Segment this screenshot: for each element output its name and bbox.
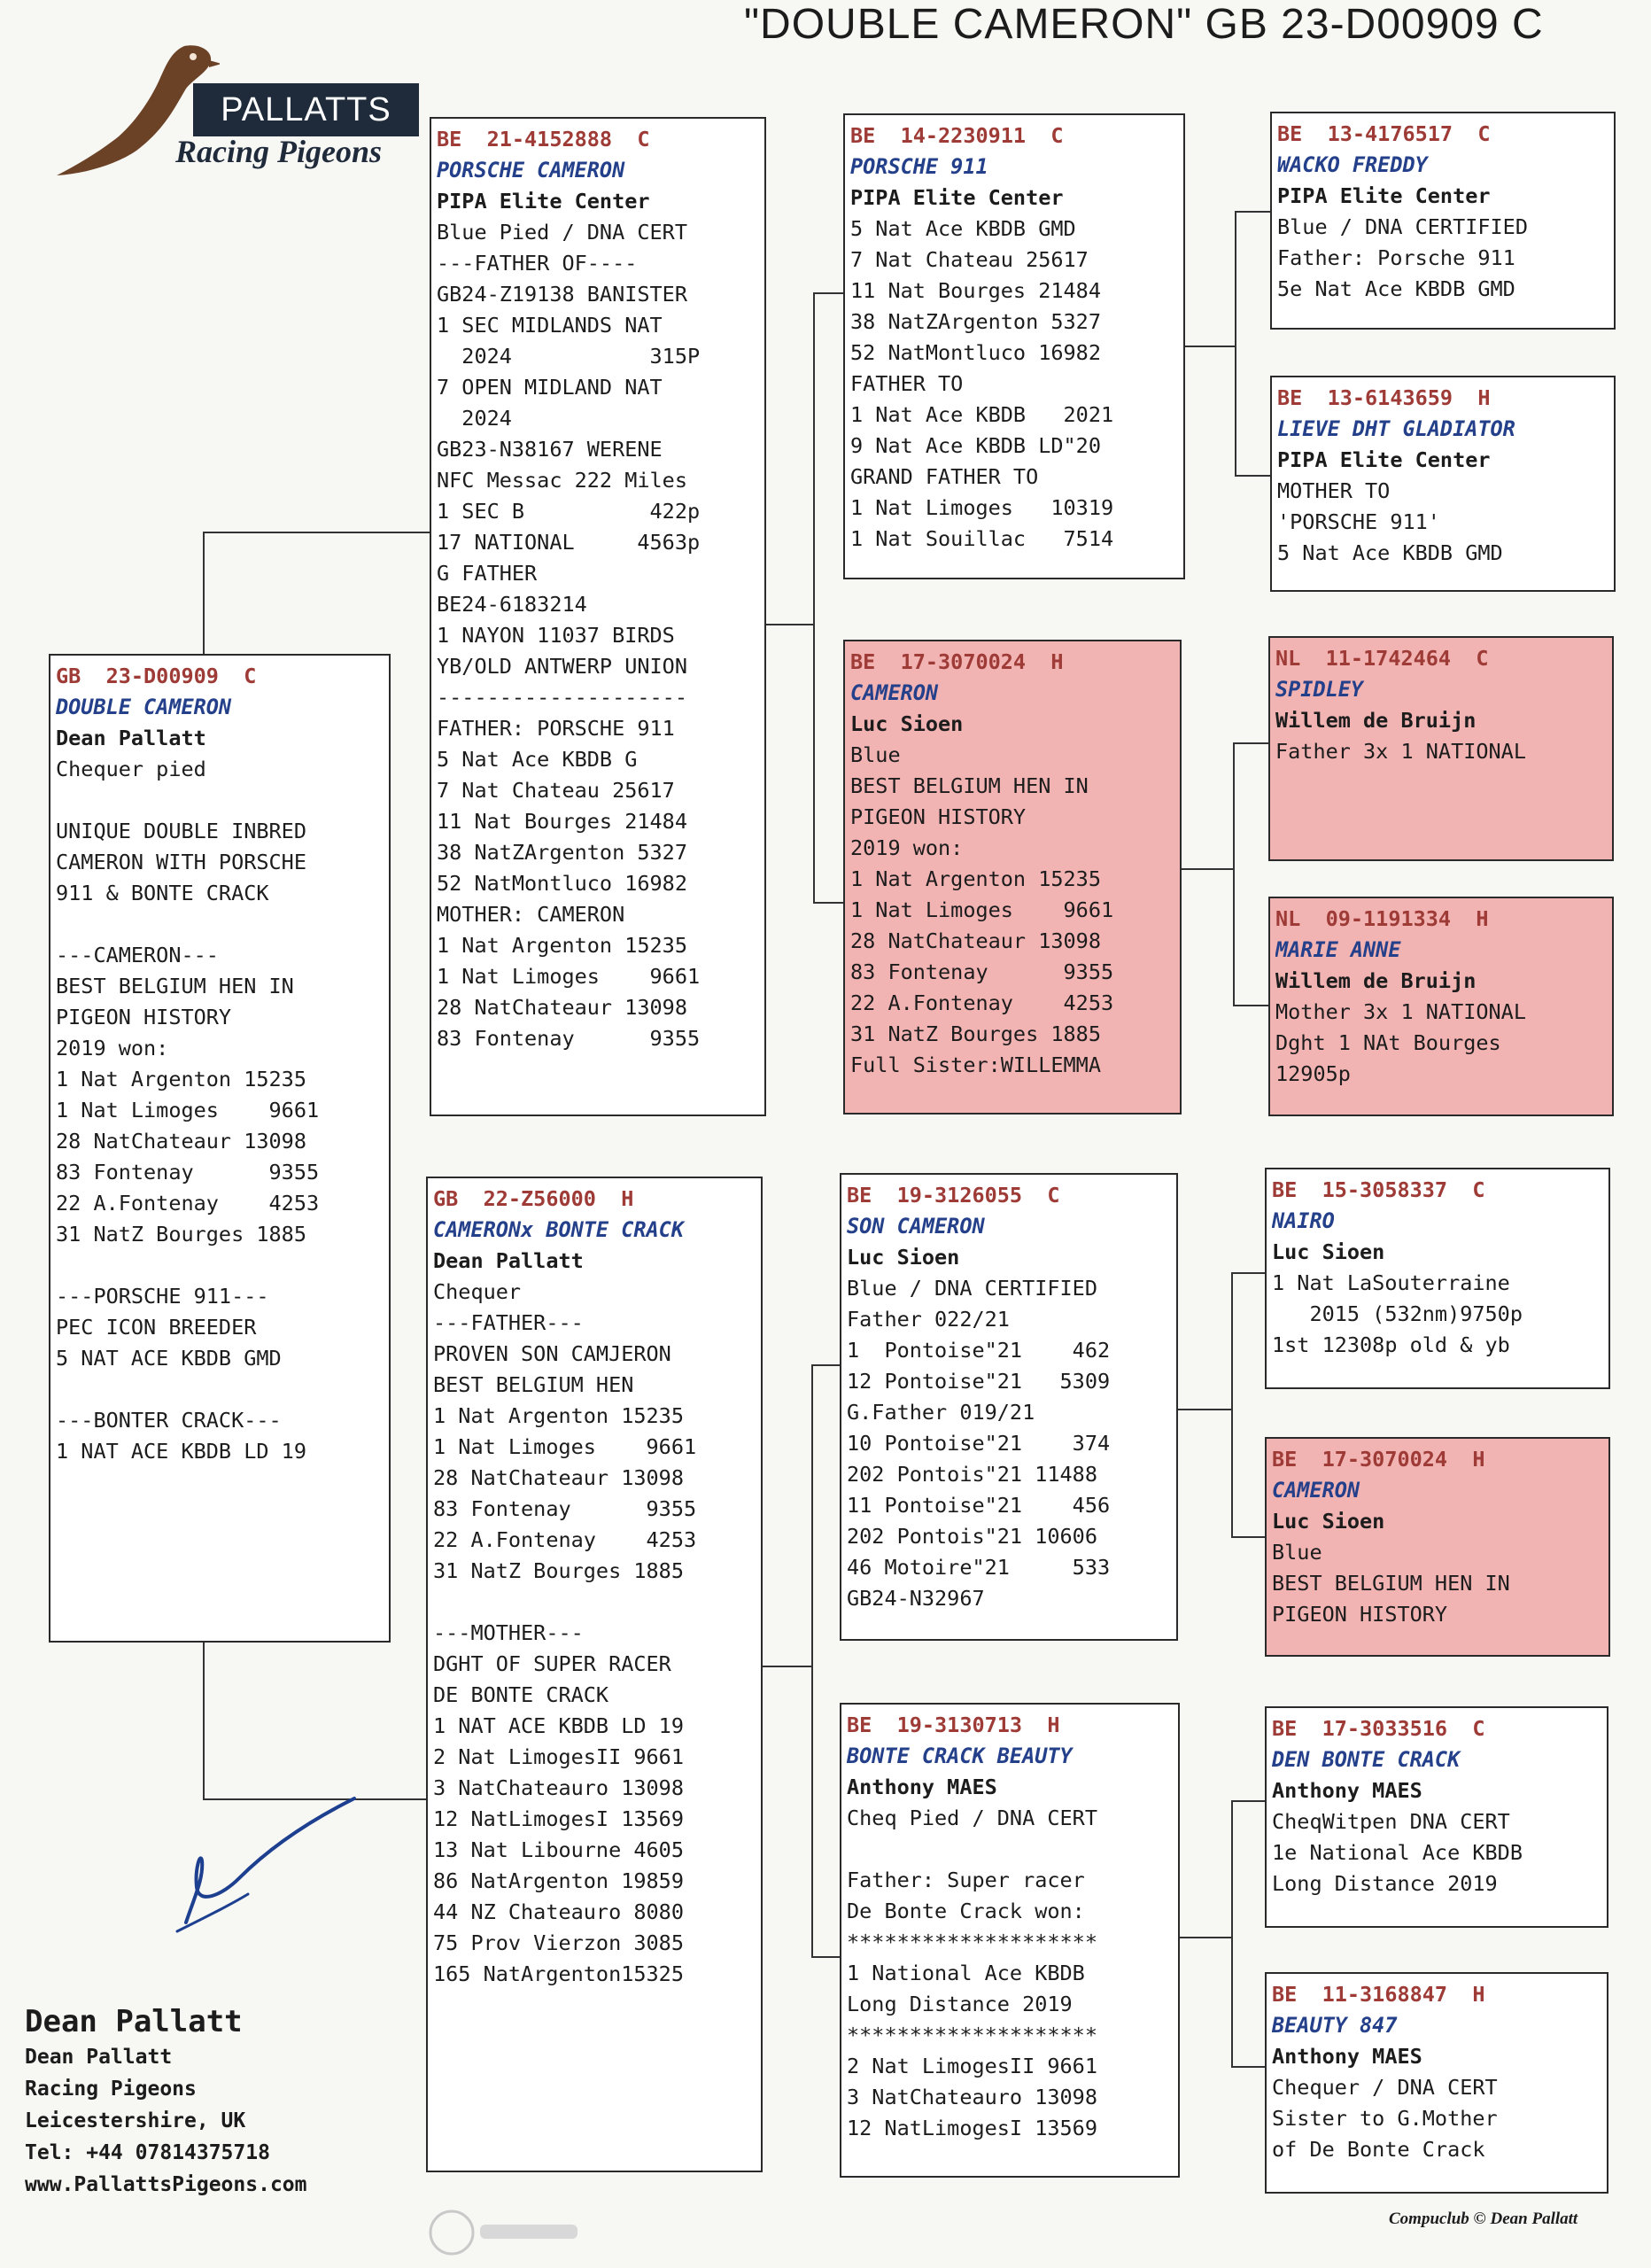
ring-number: BE 21-4152888 C [437, 127, 650, 151]
logo-subtitle: Racing Pigeons [175, 134, 383, 169]
bird-line: 9 Nat Ace KBDB LD"20 [850, 433, 1101, 458]
bird-line: 1 NAYON 11037 BIRDS [437, 623, 675, 648]
bird-line: G.Father 019/21 [847, 1400, 1035, 1425]
bird-line: ---FATHER--- [433, 1310, 584, 1335]
breeder-name: Dean Pallatt [25, 2004, 243, 2039]
bird-line: MOTHER TO [1277, 478, 1391, 503]
bird-line: PIGEON HISTORY [850, 804, 1027, 829]
bird-line: 2019 won: [56, 1036, 169, 1060]
bird-line: 1st 12308p old & yb [1272, 1332, 1510, 1357]
bird-line: PIGEON HISTORY [56, 1005, 232, 1029]
bird-line: 12 Pontoise"21 5309 [847, 1369, 1111, 1394]
bird-line: 1 National Ace KBDB [847, 1961, 1085, 1985]
bird-line: Luc Sioen [1272, 1239, 1385, 1264]
bird-line: Chequer / DNA CERT [1272, 2075, 1498, 2100]
bird-line: of De Bonte Crack [1272, 2137, 1485, 2162]
bird-line: 1 Nat Argenton 15235 [437, 933, 687, 958]
ring-number: BE 19-3126055 C [847, 1183, 1060, 1208]
bird-line: 12 NatLimogesI 13569 [433, 1806, 684, 1831]
bird-line: Blue / DNA CERTIFIED [1277, 214, 1528, 239]
sire-sire-box [843, 113, 1185, 579]
bird-line: Cheq Pied / DNA CERT [847, 1806, 1097, 1830]
logo-brand-text: PALLATTS [193, 83, 419, 136]
pallatts-logo [51, 34, 391, 184]
bird-name: DEN BONTE CRACK [1272, 1747, 1461, 1772]
bird-line: BEST BELGIUM HEN [433, 1372, 634, 1397]
ring-number: BE 15-3058337 C [1272, 1177, 1485, 1202]
sss-box [1270, 112, 1616, 330]
bird-line: 5 Nat Ace KBDB GMD [1277, 540, 1503, 565]
bird-line: Anthony MAES [1272, 2044, 1422, 2069]
bird-line: Father 022/21 [847, 1307, 1010, 1332]
bird-line: 202 Pontois"21 11488 [847, 1462, 1097, 1487]
bird-line: MOTHER: CAMERON [437, 902, 625, 927]
bird-name: MARIE ANNE [1275, 937, 1401, 962]
bird-line: PIPA Elite Center [1277, 183, 1491, 208]
ssd-box [1270, 376, 1616, 592]
bird-line: 17 NATIONAL 4563p [437, 530, 701, 555]
bird-line: 31 NatZ Bourges 1885 [433, 1558, 684, 1583]
bird-line: Anthony MAES [847, 1775, 997, 1799]
bird-line [56, 909, 389, 940]
subject-bird-box [49, 654, 391, 1643]
bird-line: Anthony MAES [1272, 1778, 1422, 1803]
bird-line: Willem de Bruijn [1275, 708, 1477, 733]
bird-line: Chequer [433, 1279, 522, 1304]
bird-line: Luc Sioen [1272, 1509, 1385, 1534]
bird-line: 1e National Ace KBDB [1272, 1840, 1523, 1865]
bird-line: 1 SEC MIDLANDS NAT [437, 313, 663, 338]
bird-line: Blue / DNA CERTIFIED [847, 1276, 1097, 1301]
bird-line: 12 NatLimogesI 13569 [847, 2116, 1097, 2140]
bird-line: Willem de Bruijn [1275, 968, 1477, 993]
bird-line: PROVEN SON CAMJERON [433, 1341, 671, 1366]
bird-line: 28 NatChateaur 13098 [433, 1465, 684, 1490]
bird-line [56, 1250, 389, 1281]
bird-line [56, 785, 389, 816]
bird-name: CAMERONx BONTE CRACK [433, 1217, 684, 1242]
bird-line: Blue Pied / DNA CERT [437, 220, 687, 245]
bird-line: CAMERON WITH PORSCHE [56, 850, 306, 874]
bird-line: FATHER TO [850, 371, 964, 396]
ring-number: GB 22-Z56000 H [433, 1186, 634, 1211]
bird-line: GB24-Z19138 BANISTER [437, 282, 687, 307]
bird-line: 1 SEC B 422p [437, 499, 701, 524]
bird-line: 10 Pontoise"21 374 [847, 1431, 1111, 1456]
sire-dam-box [843, 640, 1182, 1115]
bird-line: 75 Prov Vierzon 3085 [433, 1930, 684, 1955]
bird-line: 11 Pontoise"21 456 [847, 1493, 1111, 1518]
bird-line: Blue [850, 742, 901, 767]
bird-line: BEST BELGIUM HEN IN [850, 773, 1089, 798]
bird-line: 1 Nat Argenton 15235 [56, 1067, 306, 1091]
bird-line: Long Distance 2019 [847, 1992, 1073, 2016]
bird-line: PEC ICON BREEDER [56, 1315, 257, 1340]
bird-name: BONTE CRACK BEAUTY [847, 1744, 1073, 1768]
bird-line: BEST BELGIUM HEN IN [56, 974, 294, 998]
bird-line: 31 NatZ Bourges 1885 [850, 1021, 1101, 1046]
bird-name: WACKO FREDDY [1277, 152, 1428, 177]
bird-line: 1 Nat LaSouterraine [1272, 1270, 1510, 1295]
bird-line: 83 Fontenay 9355 [433, 1496, 697, 1521]
bird-line: Sister to G.Mother [1272, 2106, 1498, 2131]
bird-line: 7 Nat Chateau 25617 [850, 247, 1089, 272]
bird-line: 5 Nat Ace KBDB G [437, 747, 638, 772]
bird-line: 3 NatChateauro 13098 [433, 1775, 684, 1800]
bird-line: UNIQUE DOUBLE INBRED [56, 819, 306, 843]
bird-line: 28 NatChateaur 13098 [56, 1129, 306, 1153]
bird-line: 1 NAT ACE KBDB LD 19 [56, 1439, 306, 1464]
bird-line: 165 NatArgenton15325 [433, 1961, 684, 1986]
bird-name: PORSCHE CAMERON [437, 158, 625, 183]
bird-line: 1 Nat Argenton 15235 [433, 1403, 684, 1428]
dam-dam-box [840, 1703, 1180, 2178]
bird-line: PIGEON HISTORY [1272, 1602, 1448, 1627]
bird-line: 31 NatZ Bourges 1885 [56, 1222, 306, 1247]
bird-line: NFC Messac 222 Miles [437, 468, 687, 493]
bird-line: ---PORSCHE 911--- [56, 1284, 269, 1309]
bird-line: 2 Nat LimogesII 9661 [847, 2054, 1097, 2078]
sds-box [1268, 636, 1614, 861]
ring-number: NL 11-1742464 C [1275, 646, 1489, 671]
ring-number: BE 14-2230911 C [850, 123, 1064, 148]
bird-line: ---CAMERON--- [56, 943, 219, 967]
bird-line: ******************** [847, 2023, 1097, 2047]
contact-website: www.PallattsPigeons.com [25, 2173, 307, 2196]
bird-line: DE BONTE CRACK [433, 1682, 609, 1707]
sdd-box [1268, 897, 1614, 1116]
bird-line: 22 A.Fontenay 4253 [850, 990, 1114, 1015]
bird-line: 911 & BONTE CRACK [56, 881, 269, 905]
bird-line: 1 Pontoise"21 462 [847, 1338, 1111, 1363]
contact-line: Racing Pigeons [25, 2078, 197, 2101]
pedigree-title: "DOUBLE CAMERON" GB 23-D00909 C [744, 1, 1544, 48]
bird-line: Luc Sioen [850, 711, 964, 736]
bird-line: 2024 315P [437, 344, 701, 369]
bird-line: 1 Nat Limoges 9661 [56, 1098, 320, 1122]
bird-name: NAIRO [1272, 1208, 1335, 1233]
bird-line: 1 Nat Limoges 9661 [850, 897, 1114, 922]
bird-line: 38 NatZArgenton 5327 [850, 309, 1101, 334]
bird-name: LIEVE DHT GLADIATOR [1277, 416, 1515, 441]
bird-line: Father: Super racer [847, 1868, 1085, 1892]
bird-line: BEST BELGIUM HEN IN [1272, 1571, 1510, 1596]
sire-box [430, 117, 766, 1116]
ring-number: BE 11-3168847 H [1272, 1982, 1485, 2007]
bird-line: 1 Nat Argenton 15235 [850, 866, 1101, 891]
ring-number: BE 17-3070024 H [850, 649, 1064, 674]
bird-line: 52 NatMontluco 16982 [437, 871, 687, 896]
bird-line: PIPA Elite Center [850, 185, 1064, 210]
bird-line: -------------------- [437, 685, 687, 710]
bird-line: 1 Nat Limoges 10319 [850, 495, 1114, 520]
bird-line: GB24-N32967 [847, 1586, 985, 1611]
bird-line: Father: Porsche 911 [1277, 245, 1515, 270]
bird-line: 2015 (532nm)9750p [1272, 1301, 1523, 1326]
bird-line: Dght 1 NAt Bourges [1275, 1030, 1501, 1055]
faded-stamp-icon [416, 2202, 593, 2264]
ring-number: BE 13-4176517 C [1277, 121, 1491, 146]
bird-name: SON CAMERON [847, 1214, 985, 1239]
bird-line: ******************** [847, 1930, 1097, 1954]
bird-line: 83 Fontenay 9355 [850, 959, 1114, 984]
bird-line: Dean Pallatt [433, 1248, 584, 1273]
bird-line: Blue [1272, 1540, 1322, 1565]
bird-line: 5 NAT ACE KBDB GMD [56, 1346, 282, 1371]
breeder-contact [25, 2002, 344, 2201]
ring-number: NL 09-1191334 H [1275, 906, 1489, 931]
bird-line: 22 A.Fontenay 4253 [433, 1527, 697, 1552]
bird-line: ---MOTHER--- [433, 1620, 584, 1645]
signature-icon [168, 1790, 363, 1940]
bird-name: SPIDLEY [1275, 677, 1364, 702]
bird-line: 38 NatZArgenton 5327 [437, 840, 687, 865]
bird-line: PIPA Elite Center [437, 189, 650, 214]
ddd-box [1265, 1972, 1608, 2194]
bird-line: BE24-6183214 [437, 592, 587, 617]
bird-line: Father 3x 1 NATIONAL [1275, 739, 1526, 764]
bird-line: 2024 [437, 406, 512, 431]
bird-line: 3 NatChateauro 13098 [847, 2085, 1097, 2109]
bird-line: DGHT OF SUPER RACER [433, 1651, 671, 1676]
bird-line: Luc Sioen [847, 1245, 960, 1270]
bird-line: Full Sister:WILLEMMA [850, 1052, 1101, 1077]
ring-number: BE 13-6143659 H [1277, 385, 1491, 410]
bird-line: Chequer pied [56, 757, 206, 781]
ring-number: BE 17-3070024 H [1272, 1447, 1485, 1472]
bird-line: 44 NZ Chateauro 8080 [433, 1899, 684, 1924]
bird-line: 83 Fontenay 9355 [56, 1160, 320, 1184]
bird-name: BEAUTY 847 [1272, 2013, 1398, 2038]
bird-line: FATHER: PORSCHE 911 [437, 716, 675, 741]
bird-line: 28 NatChateaur 13098 [850, 928, 1101, 953]
dam-sire-box [840, 1173, 1178, 1641]
bird-line: 2 Nat LimogesII 9661 [433, 1744, 684, 1769]
bird-line: Dean Pallatt [56, 726, 206, 750]
bird-line: 11 Nat Bourges 21484 [437, 809, 687, 834]
contact-line: Dean Pallatt [25, 2046, 173, 2069]
footer-credit: Compuclub © Dean Pallatt [1389, 2210, 1578, 2228]
dam-box [426, 1177, 763, 2172]
dsd-box [1265, 1437, 1610, 1657]
bird-name: DOUBLE CAMERON [56, 695, 232, 719]
bird-line: YB/OLD ANTWERP UNION [437, 654, 687, 679]
bird-line: 13 Nat Libourne 4605 [433, 1837, 684, 1862]
bird-line: 1 Nat Limoges 9661 [433, 1434, 697, 1459]
bird-line: GB23-N38167 WERENE [437, 437, 663, 462]
dds-box [1265, 1706, 1608, 1928]
bird-line: CheqWitpen DNA CERT [1272, 1809, 1510, 1834]
bird-line: 11 Nat Bourges 21484 [850, 278, 1101, 303]
bird-line: 1 Nat Souillac 7514 [850, 526, 1114, 551]
bird-line: Mother 3x 1 NATIONAL [1275, 999, 1526, 1024]
bird-name: CAMERON [1272, 1478, 1360, 1503]
bird-line: 86 NatArgenton 19859 [433, 1868, 684, 1893]
bird-line: 46 Motoire"21 533 [847, 1555, 1111, 1580]
bird-line: 5e Nat Ace KBDB GMD [1277, 276, 1515, 301]
ring-number: BE 19-3130713 H [847, 1713, 1060, 1737]
bird-line: GRAND FATHER TO [850, 464, 1039, 489]
bird-line: 1 Nat Ace KBDB 2021 [850, 402, 1114, 427]
bird-line: ---BONTER CRACK--- [56, 1408, 282, 1433]
bird-line: 7 Nat Chateau 25617 [437, 778, 675, 803]
bird-line: 1 NAT ACE KBDB LD 19 [433, 1713, 684, 1738]
bird-line: 83 Fontenay 9355 [437, 1026, 701, 1051]
contact-phone: Tel: +44 07814375718 [25, 2141, 270, 2164]
bird-name: CAMERON [850, 680, 939, 705]
bird-line: 28 NatChateaur 13098 [437, 995, 687, 1020]
dss-box [1265, 1168, 1610, 1389]
bird-line: 7 OPEN MIDLAND NAT [437, 375, 663, 400]
bird-line: 'PORSCHE 911' [1277, 509, 1440, 534]
contact-line: Leicestershire, UK [25, 2109, 246, 2132]
bird-line: 22 A.Fontenay 4253 [56, 1191, 320, 1216]
bird-line [433, 1587, 761, 1618]
ring-number: BE 17-3033516 C [1272, 1716, 1485, 1741]
bird-line: 12905p [1275, 1061, 1351, 1086]
bird-line: PIPA Elite Center [1277, 447, 1491, 472]
bird-line: 5 Nat Ace KBDB GMD [850, 216, 1076, 241]
bird-line [847, 1834, 1178, 1865]
bird-line: 202 Pontois"21 10606 [847, 1524, 1097, 1549]
bird-line: De Bonte Crack won: [847, 1899, 1085, 1923]
bird-line: 52 NatMontluco 16982 [850, 340, 1101, 365]
bird-line: Long Distance 2019 [1272, 1871, 1498, 1896]
bird-line: 1 Nat Limoges 9661 [437, 964, 701, 989]
bird-line: ---FATHER OF---- [437, 251, 638, 276]
ring-number: GB 23-D00909 C [56, 664, 257, 688]
bird-name: PORSCHE 911 [850, 154, 988, 179]
bird-line: G FATHER [437, 561, 538, 586]
bird-line [56, 1374, 389, 1405]
bird-line: 2019 won: [850, 835, 964, 860]
